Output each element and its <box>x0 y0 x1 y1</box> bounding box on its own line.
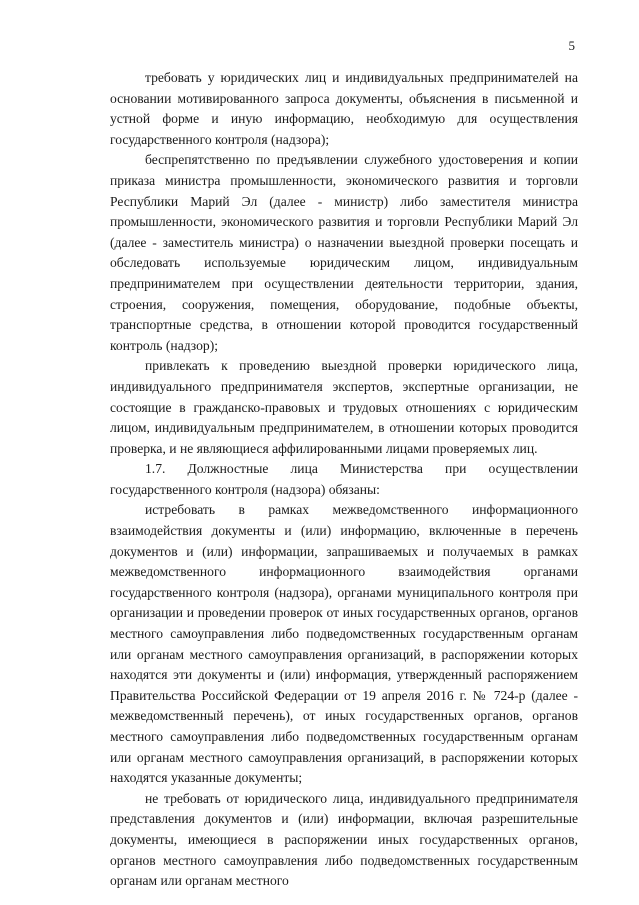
paragraph: требовать у юридических лиц и индивидуальных предпринимателей на основании мотивированного запроса документы, объяснения в письменной и устной форме и иную информацию, необходимую для осуществления государственного контроля (надзора); <box>110 70 578 147</box>
paragraph: не требовать от юридического лица, индивидуального предпринимателя представления документов и (или) информации, включая разрешительные документы, имеющиеся в распоряжении иных государственных органов, органов местного самоуправления либо подведомственных государственным органам или органам местного <box>110 790 578 889</box>
paragraph: привлекать к проведению выездной проверки юридического лица, индивидуального предпринимателя экспертов, экспертные организации, не состоящие в гражданско-правовых и трудовых отношениях с юридическим лицом, индивидуальным предпринимателем, в отношении которых проводится проверка, и не являющиеся аффилированными лицами проверяемых лиц. <box>110 358 578 456</box>
paragraph: 1.7. Должностные лица Министерства при осуществлении государственного контроля (надзора) обязаны: <box>110 461 578 497</box>
paragraph: беспрепятственно по предъявлении служебного удостоверения и копии приказа министра промышленности, экономического развития и торговли Республики Марий Эл (далее - министр) либо заместителя министра промышленности, экономического развития и торговли Республики Марий Эл (далее - заместитель министра) о назначении выездной проверки посещать и обследовать используемые юридическим лицом, индивидуальным предпринимателем при осуществлении деятельности территории, здания, строения, сооружения, помещения, оборудование, подобные объекты, транспортные средства, в отношении которой проводится государственный контроль (надзор); <box>110 152 578 353</box>
document-body <box>110 68 578 892</box>
paragraph: истребовать в рамках межведомственного информационного взаимодействия документы и (или) информацию, включенные в перечень документов и (или) информации, запрашиваемых и получаемых в рамках межведомственного информационного взаимодействия органами государственного контроля (надзора), органами муниципального контроля при организации и проведении проверок от иных государственных органов, органов местного самоуправления либо подведомственных государственным органам или органам местного самоуправления организаций, в распоряжении которых находятся эти документы и (или) информация, утвержденный распоряжением Правительства Российской Федерации от 19 апреля 2016 г. № 724-р (далее - межведомственный перечень), от иных государственных органов, органов местного самоуправления либо подведомственных государственным органам или органам местного самоуправления организаций, в распоряжении которых находятся указанные документы; <box>110 502 578 786</box>
page-number: 5 <box>568 38 575 53</box>
